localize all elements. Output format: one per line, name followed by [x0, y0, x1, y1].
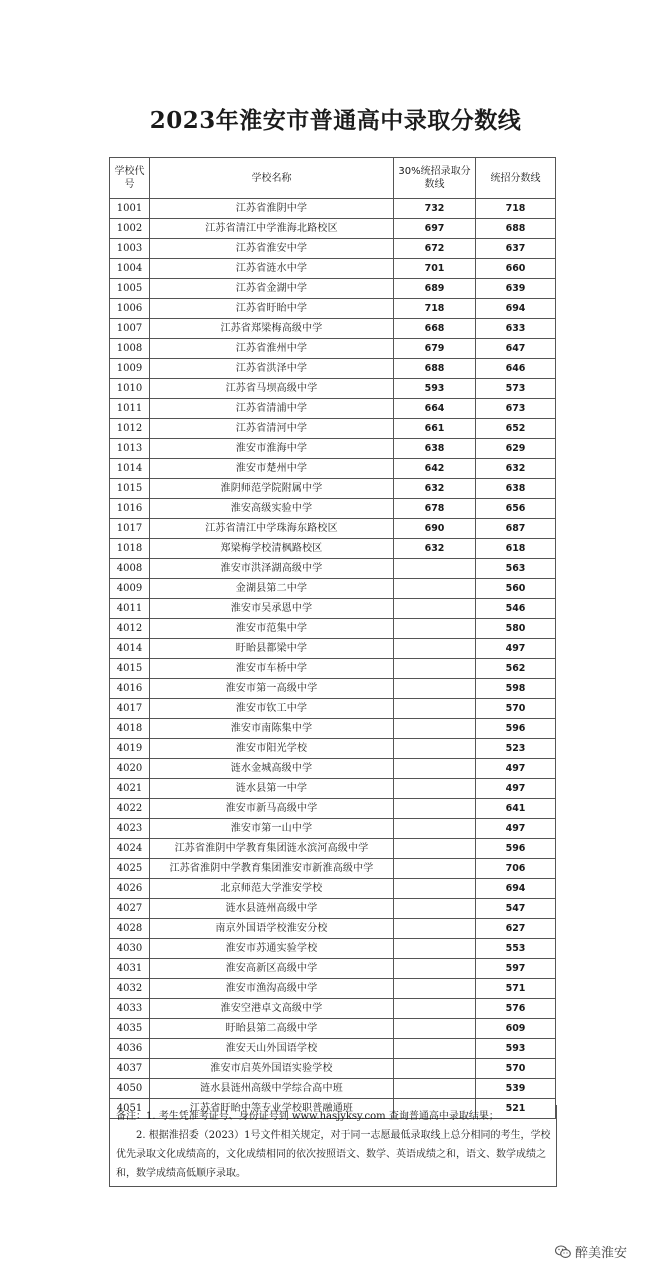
table-row [110, 719, 556, 739]
unified-score-cell: 547 [476, 899, 556, 919]
watermark-text: 醉美淮安 [575, 1246, 628, 1261]
quota-score-cell [394, 759, 476, 779]
unified-score-cell: 563 [476, 559, 556, 579]
school-name-cell: 南京外国语学校淮安分校 [150, 919, 394, 939]
school-code-cell: 4018 [110, 719, 150, 739]
unified-score-cell: 718 [476, 199, 556, 219]
school-name-cell: 北京师范大学淮安学校 [150, 879, 394, 899]
quota-score-cell: 701 [394, 259, 476, 279]
table-row [110, 979, 556, 999]
wechat-icon [555, 1245, 571, 1259]
header-school-name: 学校名称 [150, 158, 394, 199]
table-row [110, 639, 556, 659]
school-name-cell: 江苏省清河中学 [150, 419, 394, 439]
school-code-cell: 4035 [110, 1019, 150, 1039]
quota-score-cell [394, 559, 476, 579]
table-row [110, 339, 556, 359]
quota-score-cell [394, 659, 476, 679]
unified-score-cell: 596 [476, 839, 556, 859]
school-code-cell: 4031 [110, 959, 150, 979]
school-name-cell: 江苏省盱眙中等专业学校职普融通班 [150, 1099, 394, 1119]
unified-score-cell: 646 [476, 359, 556, 379]
school-name-cell: 淮阴师范学院附属中学 [150, 479, 394, 499]
school-code-cell: 1008 [110, 339, 150, 359]
school-code-cell: 4014 [110, 639, 150, 659]
quota-score-cell [394, 679, 476, 699]
school-code-cell: 4025 [110, 859, 150, 879]
school-code-cell: 1012 [110, 419, 150, 439]
school-name-cell: 淮安市第一高级中学 [150, 679, 394, 699]
school-name-cell: 淮安市苏通实验学校 [150, 939, 394, 959]
table-row [110, 819, 556, 839]
school-name-cell: 江苏省盱眙中学 [150, 299, 394, 319]
quota-score-cell [394, 699, 476, 719]
unified-score-cell: 627 [476, 919, 556, 939]
table-row [110, 199, 556, 219]
table-row [110, 419, 556, 439]
unified-score-cell: 497 [476, 819, 556, 839]
unified-score-cell: 573 [476, 379, 556, 399]
school-name-cell: 淮安空港卓文高级中学 [150, 999, 394, 1019]
table-row [110, 859, 556, 879]
school-code-cell: 1001 [110, 199, 150, 219]
school-code-cell: 4030 [110, 939, 150, 959]
school-name-cell: 淮安高新区高级中学 [150, 959, 394, 979]
quota-score-cell: 689 [394, 279, 476, 299]
quota-score-cell: 593 [394, 379, 476, 399]
school-code-cell: 1013 [110, 439, 150, 459]
quota-score-cell [394, 1059, 476, 1079]
table-row [110, 779, 556, 799]
school-name-cell: 江苏省清江中学珠海东路校区 [150, 519, 394, 539]
unified-score-cell: 652 [476, 419, 556, 439]
school-code-cell: 1004 [110, 259, 150, 279]
school-name-cell: 淮安市钦工中学 [150, 699, 394, 719]
unified-score-cell: 633 [476, 319, 556, 339]
table-row [110, 539, 556, 559]
school-code-cell: 1011 [110, 399, 150, 419]
unified-score-cell: 523 [476, 739, 556, 759]
unified-score-cell: 497 [476, 759, 556, 779]
school-code-cell: 4021 [110, 779, 150, 799]
unified-score-cell: 580 [476, 619, 556, 639]
school-name-cell: 江苏省涟水中学 [150, 259, 394, 279]
quota-score-cell: 672 [394, 239, 476, 259]
unified-score-cell: 639 [476, 279, 556, 299]
school-name-cell: 江苏省淮阴中学教育集团涟水滨河高级中学 [150, 839, 394, 859]
table-row [110, 1019, 556, 1039]
table-row [110, 699, 556, 719]
school-name-cell: 淮安市淮海中学 [150, 439, 394, 459]
unified-score-cell: 553 [476, 939, 556, 959]
school-name-cell: 涟水县涟州高级中学综合高中班 [150, 1079, 394, 1099]
school-code-cell: 4032 [110, 979, 150, 999]
quota-score-cell [394, 639, 476, 659]
unified-score-cell: 656 [476, 499, 556, 519]
header-unified-score: 统招分数线 [476, 158, 556, 199]
school-name-cell: 淮安市楚州中学 [150, 459, 394, 479]
table-row [110, 599, 556, 619]
table-header-row [110, 158, 556, 199]
table-row [110, 459, 556, 479]
school-code-cell: 4051 [110, 1099, 150, 1119]
watermark [555, 1242, 627, 1261]
school-name-cell: 江苏省洪泽中学 [150, 359, 394, 379]
school-name-cell: 江苏省马坝高级中学 [150, 379, 394, 399]
unified-score-cell: 596 [476, 719, 556, 739]
school-code-cell: 4008 [110, 559, 150, 579]
school-name-cell: 郑梁梅学校清枫路校区 [150, 539, 394, 559]
school-name-cell: 淮安市渔沟高级中学 [150, 979, 394, 999]
unified-score-cell: 539 [476, 1079, 556, 1099]
quota-score-cell [394, 739, 476, 759]
quota-score-cell [394, 1079, 476, 1099]
quota-score-cell: 732 [394, 199, 476, 219]
school-code-cell: 1007 [110, 319, 150, 339]
school-name-cell: 江苏省清江中学淮海北路校区 [150, 219, 394, 239]
school-name-cell: 盱眙县都梁中学 [150, 639, 394, 659]
school-name-cell: 淮安天山外国语学校 [150, 1039, 394, 1059]
quota-score-cell: 632 [394, 539, 476, 559]
table-row [110, 499, 556, 519]
unified-score-cell: 706 [476, 859, 556, 879]
quota-score-cell [394, 999, 476, 1019]
quota-score-cell [394, 959, 476, 979]
quota-score-cell: 688 [394, 359, 476, 379]
table-row [110, 479, 556, 499]
school-code-cell: 4050 [110, 1079, 150, 1099]
page-title: 2023年淮安市普通高中录取分数线 [149, 107, 522, 134]
table-row [110, 619, 556, 639]
quota-score-cell: 638 [394, 439, 476, 459]
school-code-cell: 4033 [110, 999, 150, 1019]
table-row [110, 319, 556, 339]
unified-score-cell: 688 [476, 219, 556, 239]
quota-score-cell [394, 819, 476, 839]
school-name-cell: 淮安市新马高级中学 [150, 799, 394, 819]
unified-score-cell: 570 [476, 1059, 556, 1079]
unified-score-cell: 497 [476, 639, 556, 659]
school-name-cell: 淮安市车桥中学 [150, 659, 394, 679]
school-code-cell: 4027 [110, 899, 150, 919]
school-name-cell: 淮安高级实验中学 [150, 499, 394, 519]
school-name-cell: 淮安市启英外国语实验学校 [150, 1059, 394, 1079]
school-code-cell: 4022 [110, 799, 150, 819]
quota-score-cell: 697 [394, 219, 476, 239]
school-name-cell: 涟水金城高级中学 [150, 759, 394, 779]
school-code-cell: 4026 [110, 879, 150, 899]
school-name-cell: 淮安市吴承恩中学 [150, 599, 394, 619]
unified-score-cell: 560 [476, 579, 556, 599]
unified-score-cell: 638 [476, 479, 556, 499]
quota-score-cell [394, 919, 476, 939]
school-code-cell: 1002 [110, 219, 150, 239]
unified-score-cell: 641 [476, 799, 556, 819]
unified-score-cell: 609 [476, 1019, 556, 1039]
table-row [110, 659, 556, 679]
school-code-cell: 4011 [110, 599, 150, 619]
quota-score-cell [394, 899, 476, 919]
unified-score-cell: 637 [476, 239, 556, 259]
school-code-cell: 4015 [110, 659, 150, 679]
table-row [110, 739, 556, 759]
quota-score-cell: 632 [394, 479, 476, 499]
quota-score-cell [394, 839, 476, 859]
school-code-cell: 4028 [110, 919, 150, 939]
unified-score-cell: 647 [476, 339, 556, 359]
school-name-cell: 江苏省淮安中学 [150, 239, 394, 259]
school-code-cell: 1015 [110, 479, 150, 499]
unified-score-cell: 562 [476, 659, 556, 679]
unified-score-cell: 521 [476, 1099, 556, 1119]
school-code-cell: 1003 [110, 239, 150, 259]
school-code-cell: 1014 [110, 459, 150, 479]
table-row [110, 239, 556, 259]
table-row [110, 759, 556, 779]
header-school-code: 学校代号 [110, 158, 150, 199]
quota-score-cell: 668 [394, 319, 476, 339]
quota-score-cell: 718 [394, 299, 476, 319]
unified-score-cell: 576 [476, 999, 556, 1019]
school-name-cell: 江苏省郑梁梅高级中学 [150, 319, 394, 339]
unified-score-cell: 673 [476, 399, 556, 419]
note-line-1: 备注：1. 考生凭准考证号、身份证号到 www.hasjyksy.com 查询普通高中录取结果； [116, 1111, 499, 1122]
table-row [110, 919, 556, 939]
school-code-cell: 1009 [110, 359, 150, 379]
school-name-cell: 盱眙县第二高级中学 [150, 1019, 394, 1039]
school-name-cell: 江苏省清浦中学 [150, 399, 394, 419]
table-row [110, 939, 556, 959]
school-name-cell: 淮安市洪泽湖高级中学 [150, 559, 394, 579]
table-row [110, 999, 556, 1019]
table-row [110, 1079, 556, 1099]
school-name-cell: 淮安市阳光学校 [150, 739, 394, 759]
quota-score-cell: 690 [394, 519, 476, 539]
unified-score-cell: 694 [476, 879, 556, 899]
table-row [110, 399, 556, 419]
quota-score-cell: 661 [394, 419, 476, 439]
table-row [110, 679, 556, 699]
table-row [110, 519, 556, 539]
table-body [110, 199, 556, 1119]
unified-score-cell: 632 [476, 459, 556, 479]
quota-score-cell: 642 [394, 459, 476, 479]
school-name-cell: 淮安市南陈集中学 [150, 719, 394, 739]
table-row [110, 299, 556, 319]
table-row [110, 959, 556, 979]
school-name-cell: 江苏省淮阴中学教育集团淮安市新淮高级中学 [150, 859, 394, 879]
school-code-cell: 4024 [110, 839, 150, 859]
unified-score-cell: 597 [476, 959, 556, 979]
school-code-cell: 4019 [110, 739, 150, 759]
school-code-cell: 4020 [110, 759, 150, 779]
quota-score-cell [394, 719, 476, 739]
quota-score-cell: 679 [394, 339, 476, 359]
school-name-cell: 涟水县涟州高级中学 [150, 899, 394, 919]
quota-score-cell [394, 599, 476, 619]
school-code-cell: 1010 [110, 379, 150, 399]
table-row [110, 219, 556, 239]
school-code-cell: 4036 [110, 1039, 150, 1059]
school-code-cell: 1017 [110, 519, 150, 539]
table-row [110, 839, 556, 859]
school-code-cell: 4017 [110, 699, 150, 719]
unified-score-cell: 694 [476, 299, 556, 319]
notes-box [109, 1105, 557, 1187]
unified-score-cell: 598 [476, 679, 556, 699]
table-row [110, 259, 556, 279]
table-row [110, 279, 556, 299]
school-name-cell: 江苏省淮州中学 [150, 339, 394, 359]
unified-score-cell: 497 [476, 779, 556, 799]
school-code-cell: 4009 [110, 579, 150, 599]
quota-score-cell [394, 619, 476, 639]
unified-score-cell: 687 [476, 519, 556, 539]
school-name-cell: 江苏省金湖中学 [150, 279, 394, 299]
school-name-cell: 淮安市范集中学 [150, 619, 394, 639]
quota-score-cell [394, 1039, 476, 1059]
quota-score-cell [394, 879, 476, 899]
school-code-cell: 4016 [110, 679, 150, 699]
quota-score-cell [394, 579, 476, 599]
unified-score-cell: 618 [476, 539, 556, 559]
quota-score-cell [394, 979, 476, 999]
table-row [110, 899, 556, 919]
quota-score-cell [394, 939, 476, 959]
note-line-2: 2. 根据淮招委（2023）1号文件相关规定，对于同一志愿最低录取线上总分相同的考生，学校优先录取文化成绩高的，文化成绩相同的依次按照语文、数学、英语成绩之和，语文、数学成绩之和，数学成绩高低顺序录取。 [116, 1130, 551, 1179]
table-row [110, 1039, 556, 1059]
unified-score-cell: 546 [476, 599, 556, 619]
score-table [109, 157, 556, 1119]
school-code-cell: 4012 [110, 619, 150, 639]
school-name-cell: 金湖县第二中学 [150, 579, 394, 599]
header-quota-score: 30%统招录取分数线 [394, 158, 476, 199]
quota-score-cell [394, 779, 476, 799]
unified-score-cell: 571 [476, 979, 556, 999]
unified-score-cell: 629 [476, 439, 556, 459]
quota-score-cell [394, 1019, 476, 1039]
table-row [110, 799, 556, 819]
unified-score-cell: 593 [476, 1039, 556, 1059]
school-code-cell: 4023 [110, 819, 150, 839]
table-row [110, 1059, 556, 1079]
quota-score-cell [394, 859, 476, 879]
school-code-cell: 1005 [110, 279, 150, 299]
school-code-cell: 1006 [110, 299, 150, 319]
quota-score-cell: 678 [394, 499, 476, 519]
unified-score-cell: 660 [476, 259, 556, 279]
school-code-cell: 4037 [110, 1059, 150, 1079]
school-name-cell: 江苏省淮阴中学 [150, 199, 394, 219]
table-row [110, 379, 556, 399]
school-code-cell: 1018 [110, 539, 150, 559]
table-row [110, 359, 556, 379]
quota-score-cell: 664 [394, 399, 476, 419]
table-row [110, 439, 556, 459]
school-code-cell: 1016 [110, 499, 150, 519]
table-row [110, 559, 556, 579]
table-row [110, 879, 556, 899]
table-row [110, 579, 556, 599]
quota-score-cell [394, 799, 476, 819]
school-name-cell: 淮安市第一山中学 [150, 819, 394, 839]
school-name-cell: 涟水县第一中学 [150, 779, 394, 799]
unified-score-cell: 570 [476, 699, 556, 719]
